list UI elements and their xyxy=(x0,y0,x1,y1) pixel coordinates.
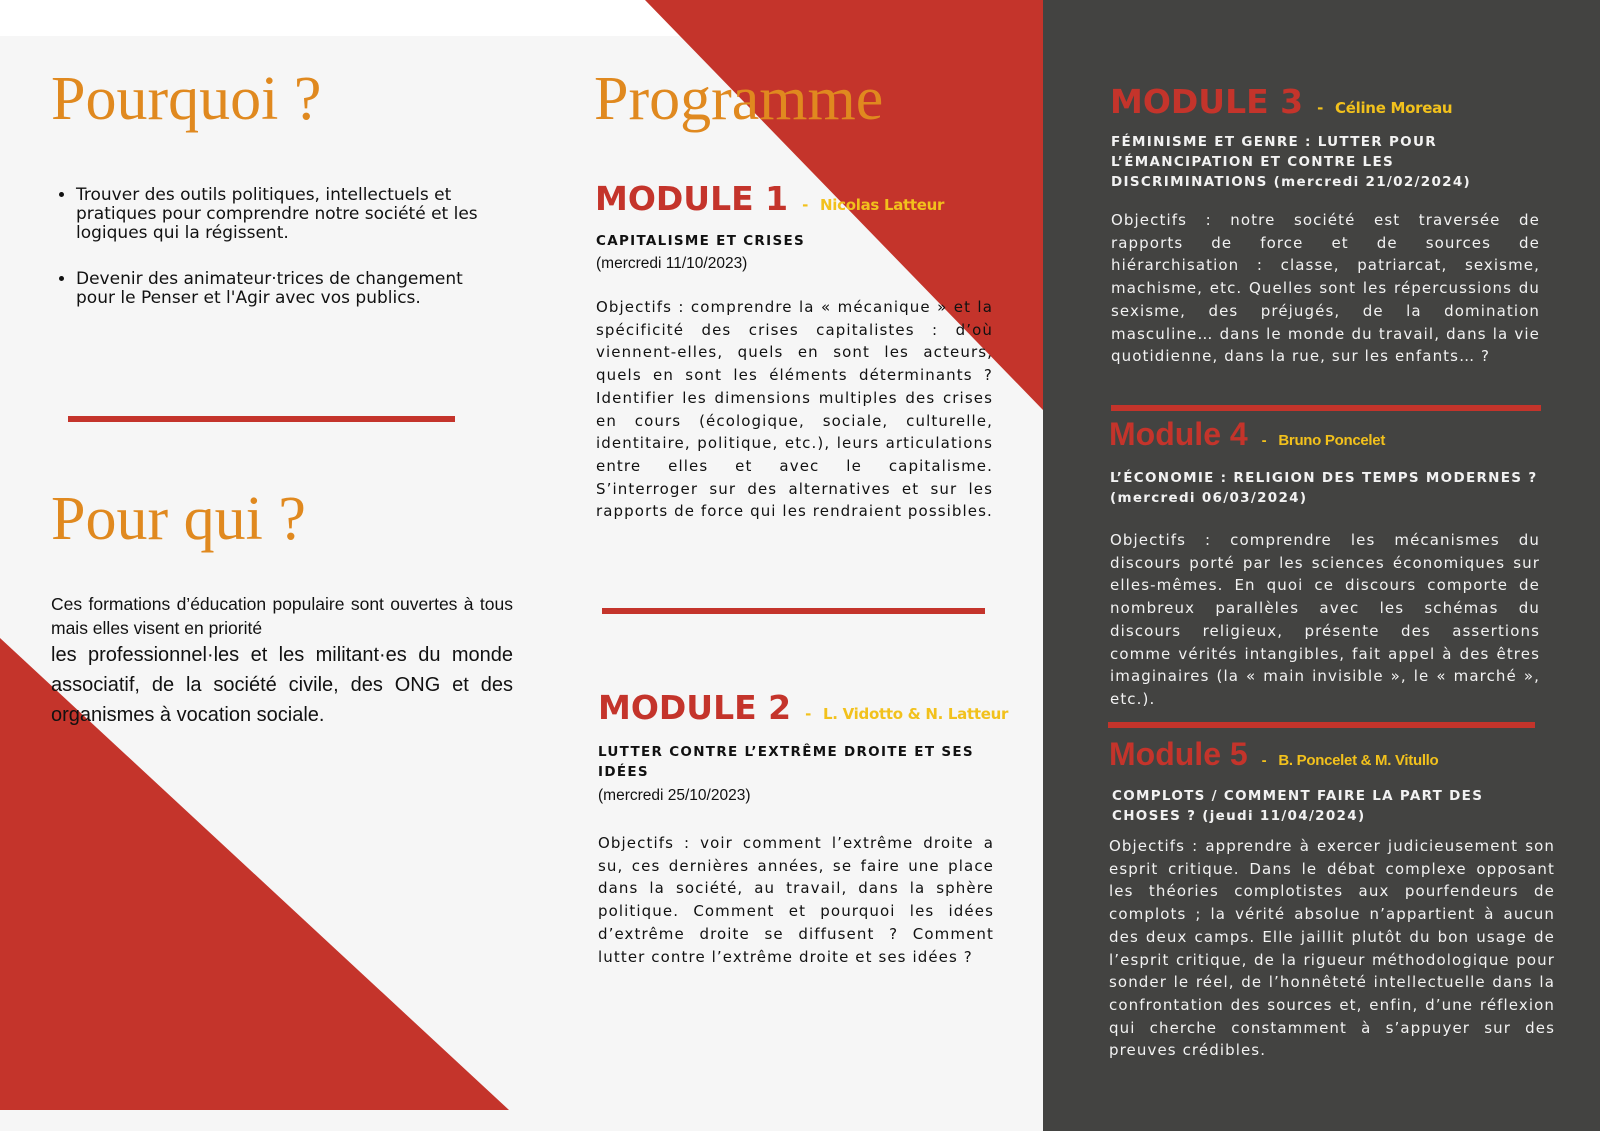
module-3-speaker: Céline Moreau xyxy=(1335,99,1453,117)
module-1-subtitle: CAPITALISME ET CRISES xyxy=(596,233,806,249)
module-3-separator: - xyxy=(1317,99,1324,117)
module-4-heading xyxy=(1109,416,1385,453)
module-4-speaker: Bruno Poncelet xyxy=(1278,432,1386,449)
module-2-body: Objectifs : voir comment l’extrême droite a su, ces dernières années, se faire une place dans la société, au travail, dans la sphère politique. Comment et pourquoi les idées d’extrême droite se diffusent ? Comment lutter contre l’extrême droite et ses idées ? xyxy=(598,834,994,966)
module-3-heading xyxy=(1110,82,1452,121)
bullet-item: • Trouver des outils politiques, intellectuels et pratiques pour comprendre notre société et les logiques qui la régissent. xyxy=(76,186,496,243)
module-5-separator: - xyxy=(1261,752,1267,769)
module-3-label: MODULE 3 xyxy=(1110,82,1304,121)
module-2-date: (mercredi 25/10/2023) xyxy=(598,787,751,804)
programme-title: Programme xyxy=(594,65,884,133)
module-2-subtitle: LUTTER CONTRE L’EXTRÊME DROITE ET SES IDÉES xyxy=(598,744,974,780)
module-2-speaker: L. Vidotto & N. Latteur xyxy=(823,705,1009,723)
module-4-separator: - xyxy=(1261,432,1267,449)
module-1-speaker: Nicolas Latteur xyxy=(820,196,945,214)
bullet-item: • Devenir des animateur·trices de changement pour le Penser et l'Agir avec vos publics. xyxy=(76,270,496,308)
why-title: Pourquoi ? xyxy=(51,65,322,133)
module-2-heading xyxy=(598,688,1008,727)
who-text-intro: Ces formations d’éducation populaire sont ouvertes à tous mais elles visent en priorité xyxy=(51,594,513,638)
module-1-body: Objectifs : comprendre la « mécanique » et la spécificité des crises capitalistes : d’où viennent-elles, quels en sont les acteurs, quels en sont les éléments déterminants ? Identifier les dimensions multiples des crises en cours (écologique, sociale, culturelle, identitaire, politique, etc.), leurs articulations entre elles et avec le capitalisme. S’interroger sur des alternatives et sur les rapports de force qui les rendraient possibles. xyxy=(596,298,993,521)
module-4-body: Objectifs : comprendre les mécanismes du discours porté par les sciences économiques sur elles-mêmes. En quoi ce discours comporte de nombreux parallèles avec les schémas du discours religieux, présente des assertions comme vérités intangibles, fait appel à des êtres imaginaires (la « main invisible », le « marché », etc.). xyxy=(1110,531,1540,708)
why-bullet-list xyxy=(58,186,496,335)
module-5-speaker: B. Poncelet & M. Vitullo xyxy=(1278,752,1439,769)
divider-rule xyxy=(1108,722,1535,728)
module-4-label: Module 4 xyxy=(1109,416,1248,452)
module-5-subtitle: COMPLOTS / COMMENT FAIRE LA PART DES CHOSES ? (jeudi 11/04/2024) xyxy=(1112,788,1484,824)
module-5-label: Module 5 xyxy=(1109,736,1248,772)
module-2-label: MODULE 2 xyxy=(598,688,792,727)
who-title: Pour qui ? xyxy=(51,485,306,553)
divider-rule xyxy=(68,416,455,422)
module-3-subtitle: FÉMINISME ET GENRE : LUTTER POUR L’ÉMANCIPATION ET CONTRE LES DISCRIMINATIONS (mercredi 21/02/2024) xyxy=(1111,134,1471,190)
module-1-separator: - xyxy=(802,196,809,214)
module-5-heading xyxy=(1109,736,1438,773)
module-1-heading xyxy=(595,179,944,218)
module-1-date: (mercredi 11/10/2023) xyxy=(596,255,748,272)
divider-rule xyxy=(602,608,985,614)
divider-rule xyxy=(1111,405,1541,411)
module-5-body: Objectifs : apprendre à exercer judicieusement son esprit critique. Dans le débat complexe opposant les théories complotistes aux pourfendeurs de complots ; la vérité absolue n’appartient à aucun des deux camps. Elle jaillit plutôt du bon usage de l’esprit critique, de la rigueur méthodologique pour sonder le réel, de l’honnêteté intellectuelle dans la confrontation des sources et, enfin, d’une réflexion qui cherche constamment à s’appuyer sur des preuves crédibles. xyxy=(1109,837,1555,1060)
module-1-label: MODULE 1 xyxy=(595,179,789,218)
who-text-audience: les professionnel·les et les militant·es du monde associatif, de la société civile, des ONG et des organismes à vocation sociale. xyxy=(51,644,513,726)
module-3-body: Objectifs : notre société est traversée de rapports de force et de sources de hiérarchisation : classe, patriarcat, sexisme, machisme, etc. Quelles sont les répercussions du sexisme, des préjugés, de la domination masculine… dans le monde du travail, dans la vie quotidienne, dans la rue, sur les enfants… ? xyxy=(1111,211,1540,366)
module-4-subtitle: L’ÉCONOMIE : RELIGION DES TEMPS MODERNES ? (mercredi 06/03/2024) xyxy=(1110,470,1538,506)
module-2-separator: - xyxy=(805,705,812,723)
